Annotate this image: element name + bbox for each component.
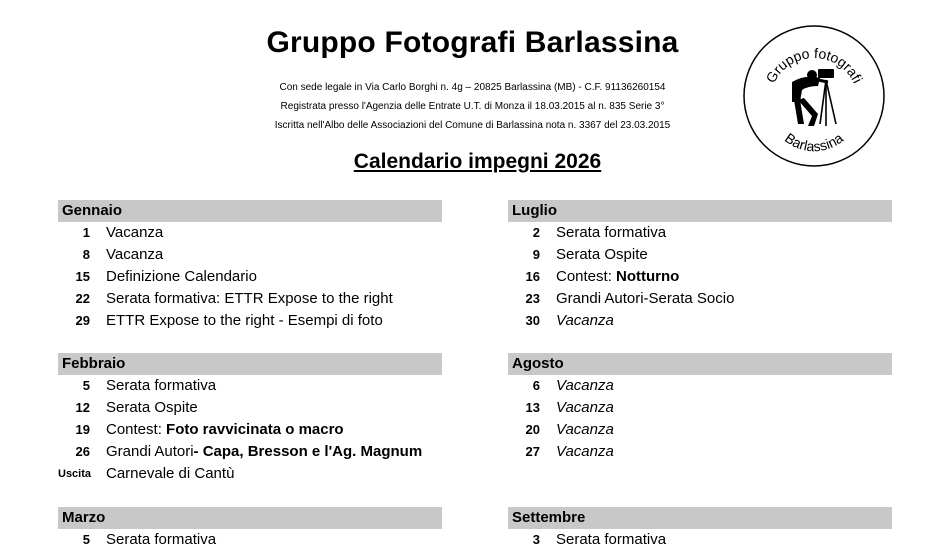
event-day: 5 [82,532,90,547]
month-header: Luglio [508,200,892,222]
event-row [508,266,892,288]
legal-line-3: Iscritta nell'Albo delle Associazioni del Comune di Barlassina nota n. 3367 del 23.03.2015 [274,120,671,131]
month-settembre [508,507,892,551]
event-text [106,441,422,463]
logo-text-bottom: Barlassina [782,129,846,155]
month-gennaio [58,200,442,332]
event-day: 3 [532,532,540,547]
event-text: Vacanza [556,377,614,394]
event-text-regular: Contest: [556,268,617,285]
event-day: 1 [82,225,90,240]
event-day: Uscita [58,468,92,480]
event-row [58,463,442,485]
event-day: 23 [525,291,540,306]
club-logo [742,24,886,168]
month-marzo [58,507,442,551]
event-row [58,266,442,288]
event-text: Carnevale di Cantù [106,465,235,482]
event-row [58,244,442,266]
legal-line-2: Registrata presso l'Agenzia delle Entrate U.T. di Monza il 18.03.2015 al n. 835 Serie 3° [280,101,665,112]
event-text: Vacanza [556,421,614,438]
event-text: Vacanza [556,443,614,460]
event-day: 6 [532,378,540,393]
event-row [58,529,442,551]
event-day: 19 [75,422,90,437]
event-text: Serata Ospite [106,399,198,416]
event-row [508,310,892,332]
month-agosto [508,353,892,463]
event-row [508,529,892,551]
event-row [508,375,892,397]
event-text-bold: Foto ravvicinata o macro [166,421,344,438]
event-row [58,419,442,441]
event-text [556,266,679,288]
month-febbraio [58,353,442,485]
calendar-subtitle: Calendario impegni 2026 [353,150,602,173]
event-row [508,419,892,441]
page-title: Gruppo Fotografi Barlassina [266,26,679,59]
event-text: Vacanza [556,399,614,416]
event-text: Vacanza [106,246,164,263]
event-row [58,310,442,332]
event-day: 22 [75,291,90,306]
event-text-bold: Notturno [616,268,680,285]
event-text: Vacanza [106,224,164,241]
event-text: Definizione Calendario [106,268,257,285]
event-text-regular: Grandi Autori [106,443,194,460]
month-header: Febbraio [58,353,442,375]
event-text: Serata formativa [106,377,217,394]
month-header: Agosto [508,353,892,375]
event-text [106,419,344,441]
event-day: 20 [525,422,540,437]
event-text-regular: Contest: [106,421,167,438]
event-text: Grandi Autori-Serata Socio [556,290,735,307]
event-row [58,222,442,244]
event-row [508,244,892,266]
event-day: 30 [525,313,540,328]
event-row [508,288,892,310]
event-day: 13 [525,400,540,415]
month-header: Marzo [58,507,442,529]
event-row [508,222,892,244]
event-day: 5 [82,378,90,393]
event-row [58,375,442,397]
event-row [508,397,892,419]
month-luglio [508,200,892,332]
event-day: 12 [75,400,90,415]
event-text: Vacanza [556,312,614,329]
event-row [58,288,442,310]
event-text-bold: - Capa, Bresson e l'Ag. Magnum [193,443,423,460]
legal-line-1: Con sede legale in Via Carlo Borghi n. 4g – 20825 Barlassina (MB) - C.F. 91136260154 [279,82,666,93]
month-header: Settembre [508,507,892,529]
event-day: 29 [75,313,90,328]
event-text: Serata formativa [556,224,667,241]
event-day: 2 [532,225,540,240]
logo-text-top: Gruppo fotografi [762,44,866,86]
month-header: Gennaio [58,200,442,222]
event-day: 15 [75,269,90,284]
event-day: 16 [525,269,540,284]
event-day: 9 [532,247,540,262]
event-day: 27 [525,444,540,459]
event-text: Serata formativa [556,531,667,548]
event-text: Serata Ospite [556,246,648,263]
event-day: 26 [75,444,90,459]
event-text: Serata formativa: ETTR Expose to the right [106,290,393,307]
event-row [508,441,892,463]
event-day: 8 [82,247,90,262]
event-text: Serata formativa [106,531,217,548]
event-text: ETTR Expose to the right - Esempi di foto [106,312,383,329]
event-row [58,441,442,463]
event-row [58,397,442,419]
